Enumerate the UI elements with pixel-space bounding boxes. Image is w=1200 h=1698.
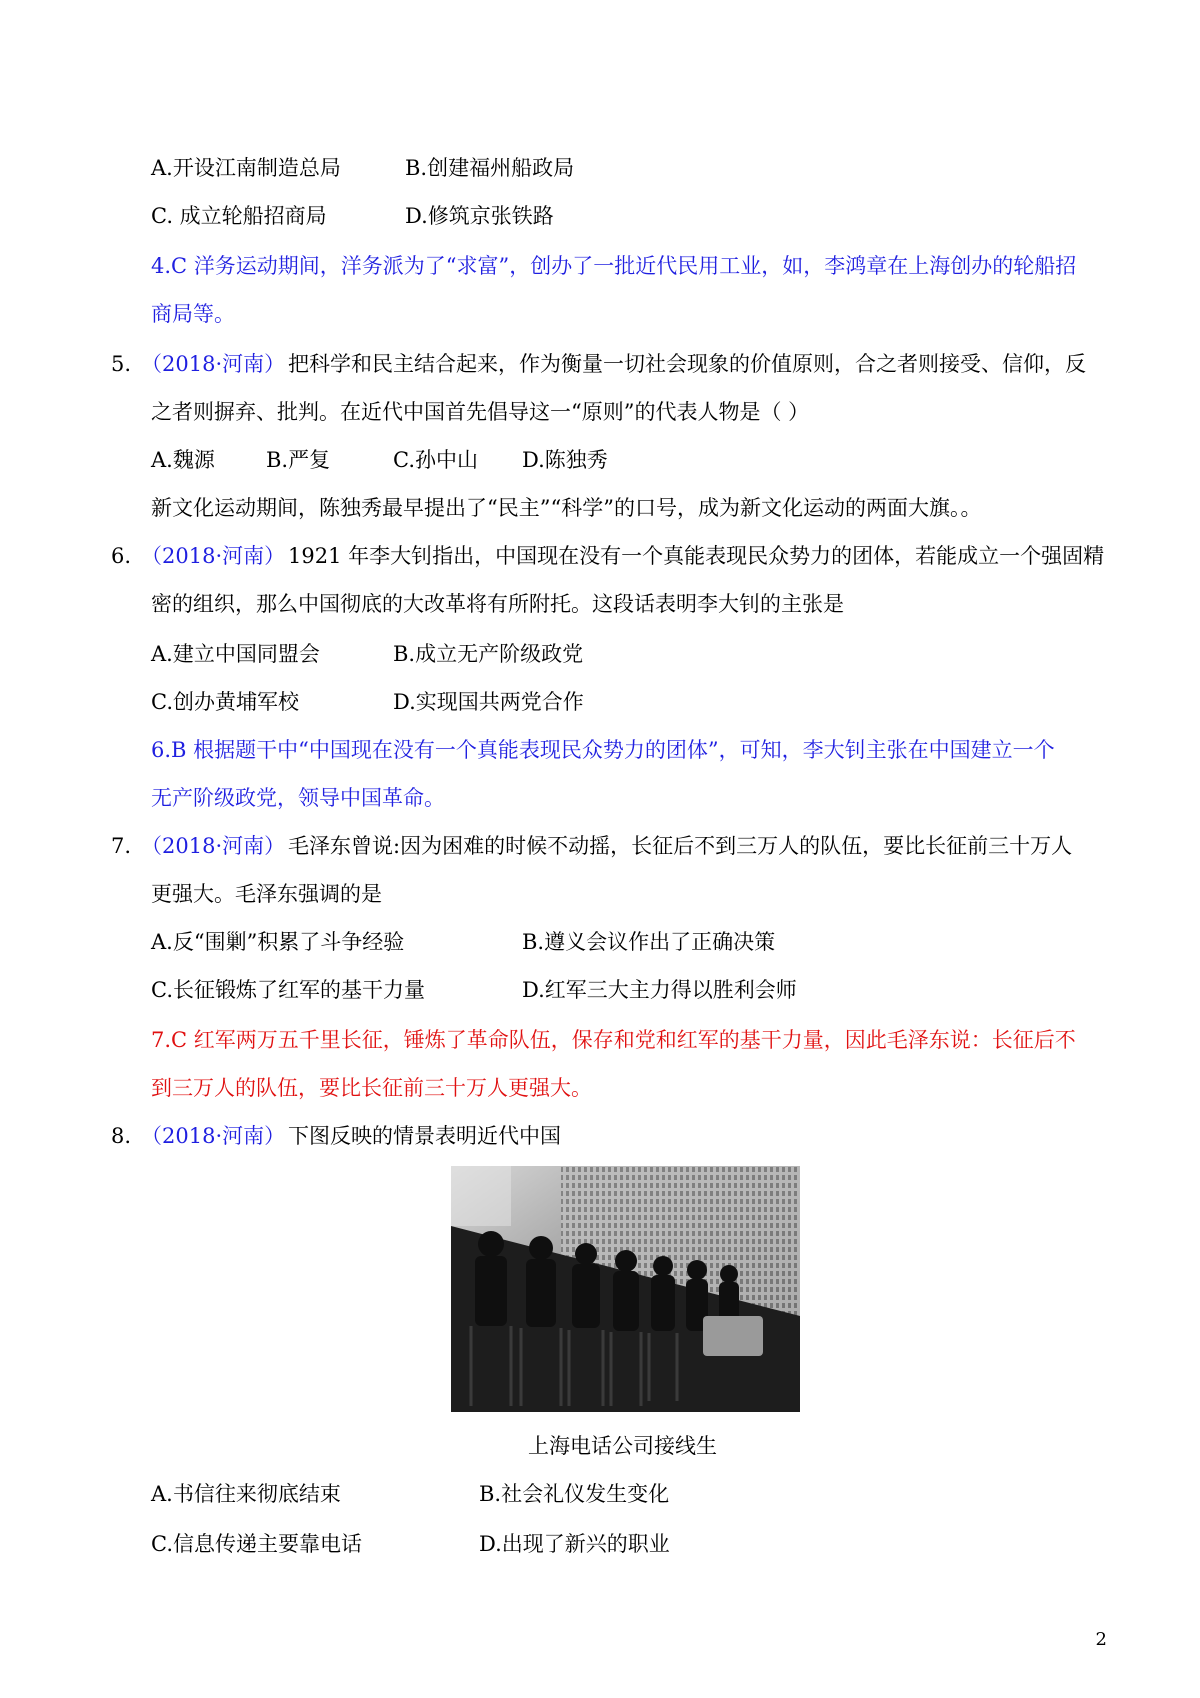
q8-option-a: A.书信往来彻底结束 bbox=[151, 1482, 341, 1506]
q5-option-d: D.陈独秀 bbox=[522, 448, 608, 472]
q7-analysis-line-2: 到三万人的队伍，要比长征前三十万人更强大。 bbox=[151, 1076, 592, 1100]
q6-analysis-line-1: 6.B 根据题干中“中国现在没有一个真能表现民众势力的团体”，可知，李大钊主张在中国建立一个 bbox=[151, 738, 1055, 762]
q5-source: （2018·河南） bbox=[141, 352, 286, 376]
q4-analysis-line-2: 商局等。 bbox=[151, 302, 235, 326]
q7-source: （2018·河南） bbox=[141, 834, 286, 858]
q7-number: 7. bbox=[111, 834, 132, 858]
q4-analysis-line-1: 4.C 洋务运动期间，洋务派为了“求富”，创办了一批近代民用工业，如，李鸿章在上海创办的轮船招 bbox=[151, 254, 1077, 278]
q5-stem-line-1: 把科学和民主结合起来，作为衡量一切社会现象的价值原则，合之者则接受、信仰，反 bbox=[288, 352, 1086, 376]
q5-option-a: A.魏源 bbox=[151, 448, 215, 472]
telephone-operators-photo bbox=[451, 1166, 800, 1412]
q6-stem-line-2: 密的组织，那么中国彻底的大改革将有所附托。这段话表明李大钊的主张是 bbox=[151, 592, 844, 616]
q8-option-d: D.出现了新兴的职业 bbox=[479, 1532, 670, 1556]
q4-option-a: A.开设江南制造总局 bbox=[151, 156, 341, 180]
q8-number: 8. bbox=[111, 1124, 132, 1148]
q4-option-d: D.修筑京张铁路 bbox=[405, 204, 554, 228]
q7-stem-line-1: 毛泽东曾说:因为困难的时候不动摇，长征后不到三万人的队伍，要比长征前三十万人 bbox=[288, 834, 1073, 858]
q7-option-a: A.反“围剿”积累了斗争经验 bbox=[151, 930, 405, 954]
q7-analysis-line-1: 7.C 红军两万五千里长征，锤炼了革命队伍，保存和党和红军的基干力量，因此毛泽东说：长征后不 bbox=[151, 1028, 1076, 1052]
q4-option-c: C. 成立轮船招商局 bbox=[151, 204, 327, 228]
q5-option-c: C.孙中山 bbox=[393, 448, 478, 472]
q7-option-b: B.遵义会议作出了正确决策 bbox=[522, 930, 776, 954]
figure-caption: 上海电话公司接线生 bbox=[528, 1434, 717, 1458]
q8-stem: 下图反映的情景表明近代中国 bbox=[288, 1124, 561, 1148]
q7-option-d: D.红军三大主力得以胜利会师 bbox=[522, 978, 797, 1002]
q7-option-c: C.长征锻炼了红军的基干力量 bbox=[151, 978, 425, 1002]
q5-option-b: B.严复 bbox=[266, 448, 331, 472]
q6-option-b: B.成立无产阶级政党 bbox=[393, 642, 584, 666]
q5-stem-line-2: 之者则摒弃、批判。在近代中国首先倡导这一“原则”的代表人物是（ ） bbox=[151, 400, 810, 424]
q6-number: 6. bbox=[111, 544, 132, 568]
q8-source: （2018·河南） bbox=[141, 1124, 286, 1148]
q6-option-c: C.创办黄埔军校 bbox=[151, 690, 299, 714]
q6-stem-line-1: 1921 年李大钊指出，中国现在没有一个真能表现民众势力的团体，若能成立一个强固精 bbox=[288, 544, 1105, 568]
q5-number: 5. bbox=[111, 352, 132, 376]
q6-option-a: A.建立中国同盟会 bbox=[151, 642, 320, 666]
q7-stem-line-2: 更强大。毛泽东强调的是 bbox=[151, 882, 382, 906]
q6-source: （2018·河南） bbox=[141, 544, 286, 568]
q8-option-c: C.信息传递主要靠电话 bbox=[151, 1532, 362, 1556]
q4-option-b: B.创建福州船政局 bbox=[405, 156, 575, 180]
q5-analysis: 新文化运动期间，陈独秀最早提出了“民主”“科学”的口号，成为新文化运动的两面大旗。。 bbox=[151, 496, 982, 520]
q6-option-d: D.实现国共两党合作 bbox=[393, 690, 584, 714]
q8-option-b: B.社会礼仪发生变化 bbox=[479, 1482, 670, 1506]
q6-analysis-line-2: 无产阶级政党，领导中国革命。 bbox=[151, 786, 445, 810]
page-number: 2 bbox=[1095, 1629, 1107, 1650]
